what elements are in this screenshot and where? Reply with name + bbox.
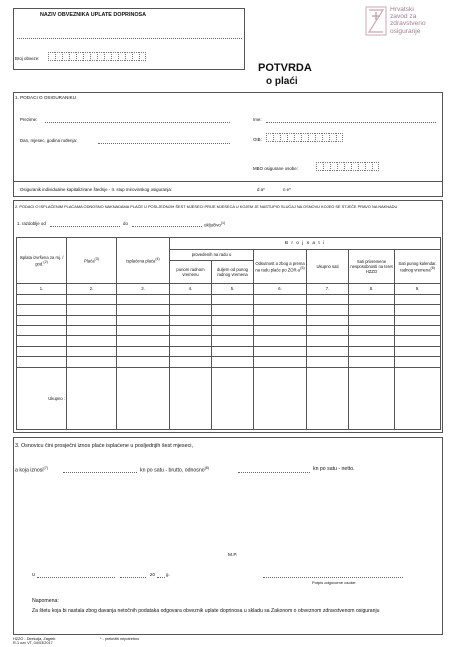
year-prefix: 20	[150, 572, 155, 577]
table-row[interactable]	[17, 326, 441, 336]
amount-intro	[15, 466, 48, 474]
col-number: 2.	[67, 284, 117, 295]
section-3-heading: 3. Osnovicu čini prosječni iznos plaće isplaćene u posljednjih šest mjeseci,	[15, 443, 193, 449]
col-leave-text: Odsutnost a zbog a prema na radu plaće po ZOR-u	[255, 260, 305, 273]
pension-no-option[interactable]: n e*	[283, 187, 291, 192]
note-title: Napomena:	[32, 598, 59, 604]
name-label: Ime:	[253, 117, 262, 122]
amount-footnote: (7)	[43, 466, 48, 470]
form-code-line-2: R-1 ozv VT, 04/03/2017	[13, 641, 53, 646]
col-full-hours-footnote: (6)	[430, 265, 435, 270]
col-partial-time: duljem od punog radnog vremena	[212, 261, 254, 284]
amount-intro-text: a koja iznosi	[15, 467, 44, 474]
name-field[interactable]	[266, 122, 436, 123]
table-row[interactable]	[17, 315, 441, 325]
oib-label: OIB:	[253, 137, 262, 142]
col-number: 6.	[254, 284, 307, 295]
gross-amount-field[interactable]	[63, 472, 137, 473]
section-2-heading: 2. PODACI O ISPLAĆENIM PLAĆAMA ODNOSNO NAKNADAMA PLAĆE U POSLJEDNJIH ŠEST MJESECI PRIJE MJESECA U KOJEM JE NASTUPIO SLUČAJ NA OSNOVU KOJEG SE STJEČE PRAVO NA NAKNADU	[15, 204, 398, 209]
total-label: Ukupno :	[17, 367, 67, 429]
payer-name-line[interactable]	[17, 38, 242, 39]
surname-field[interactable]	[45, 122, 230, 123]
period-to-label: do	[123, 221, 128, 226]
col-payment-month	[17, 238, 67, 284]
period-from-label: 1. razdoblje od	[17, 221, 46, 226]
gross-label	[140, 466, 209, 474]
table-row[interactable]	[17, 336, 441, 346]
document-subtitle: o plaći	[266, 76, 298, 87]
col-salary	[67, 238, 117, 284]
logo-text	[390, 6, 426, 35]
net-amount-field[interactable]	[238, 472, 310, 473]
period-inclusive-text: uključivo	[204, 222, 221, 228]
total-row[interactable]	[17, 367, 441, 429]
net-label: kn po satu - netto.	[313, 466, 355, 472]
col-leave-footnote: (5)	[300, 265, 305, 270]
period-footnote: (1)	[220, 221, 226, 225]
col-number: 9.	[395, 284, 441, 295]
col-number: 5.	[212, 284, 254, 295]
hours-group-header: B r o j s a t i	[170, 238, 441, 250]
birth-date-label: Dan, mjesec, godina rođenja:	[20, 138, 78, 143]
col-salary-text: Plaća	[84, 258, 95, 264]
table-row[interactable]	[17, 357, 441, 367]
col-total-hours: Ukupno sati	[307, 250, 349, 284]
birth-date-field[interactable]	[98, 143, 230, 144]
period-from-field[interactable]	[50, 226, 120, 227]
signature-line[interactable]	[263, 577, 403, 578]
col-paid-salary	[117, 238, 170, 284]
mbo-cells[interactable]	[316, 162, 379, 171]
section-1-heading: 1. PODACI O OSIGURANIKU	[15, 95, 77, 100]
col-full-time: punom radnom vremenu	[170, 261, 212, 284]
payer-number-label: Broj obveze:	[15, 56, 40, 61]
oib-cells[interactable]	[266, 133, 343, 142]
form-code-line-1: HZZO - Direkcija, Zagreb	[13, 637, 56, 641]
col-work-time: provedenih na radu u	[170, 250, 254, 261]
col-hzzo-hours: Sati privremene nesposobnosti na teret HZZO	[349, 250, 395, 284]
logo-line-3: zdravstveno	[390, 20, 426, 28]
table-row[interactable]	[17, 305, 441, 315]
col-full-hours	[395, 250, 441, 284]
col-leave	[254, 250, 307, 284]
year-field[interactable]	[157, 577, 165, 578]
place-field[interactable]	[37, 577, 115, 578]
hzzo-logo-icon	[365, 6, 387, 36]
payer-number-cells[interactable]	[48, 52, 146, 61]
logo-line-4: osiguranje	[390, 27, 421, 35]
footnote: * - prekrižiti nepotrebno	[100, 637, 140, 641]
col-number: 4.	[170, 284, 212, 295]
col-number: 3.	[117, 284, 170, 295]
col-salary-footnote: (3)	[94, 257, 99, 262]
period-inclusive-label	[204, 221, 225, 227]
place-prefix: U	[32, 572, 36, 577]
logo-line-1: Hrvatski	[390, 6, 414, 13]
stamp-label: M.P.	[228, 553, 238, 558]
signature-label: Potpis odgovorne osobe:	[312, 580, 357, 585]
col-paid-salary-text: Isplaćena plaća	[126, 258, 156, 264]
section-3-box	[13, 437, 443, 635]
note-text: Za štetu koja bi nastala zbog davanja netočnih podataka odgovara obveznik uplate doprinosa u skladu sa Zakonom o obveznom zdravstvenom osiguranju	[32, 608, 380, 614]
table-row[interactable]	[17, 346, 441, 356]
col-number: 7.	[307, 284, 349, 295]
table-row[interactable]	[17, 295, 441, 305]
gross-label-text: kn po satu - brutto, odnosno	[140, 467, 205, 474]
col-payment-month-text: Isplata izvršena za mj. / god.	[19, 254, 64, 267]
year-suffix: g.	[166, 572, 170, 577]
gross-footnote: (8)	[204, 466, 210, 470]
mbo-label: MBO osigurane osobe:	[253, 166, 298, 171]
payer-title: NAZIV OBVEZNIKA UPLATE DOPRINOSA	[40, 12, 147, 18]
pension-yes-option[interactable]: d a*	[257, 187, 265, 192]
col-number: 8.	[349, 284, 395, 295]
col-full-hours-text: Sati punog kalendar. radnog vremena	[398, 260, 437, 273]
col-payment-footnote: (2)	[43, 259, 48, 264]
form-code	[13, 637, 55, 646]
col-number: 1.	[17, 284, 67, 295]
salary-table	[16, 237, 441, 430]
date-field[interactable]	[120, 577, 146, 578]
document-title: POTVRDA	[258, 62, 312, 74]
column-number-row	[17, 284, 441, 295]
surname-label: Prezime:	[20, 117, 38, 122]
pension-label: Osiguranik individualne kapitalizirane štednje - II. stup mirovinskog osiguranja:	[20, 187, 173, 192]
col-paid-footnote: (4)	[155, 257, 160, 262]
logo-line-2: zavod za	[390, 13, 417, 21]
period-to-field[interactable]	[132, 226, 202, 227]
